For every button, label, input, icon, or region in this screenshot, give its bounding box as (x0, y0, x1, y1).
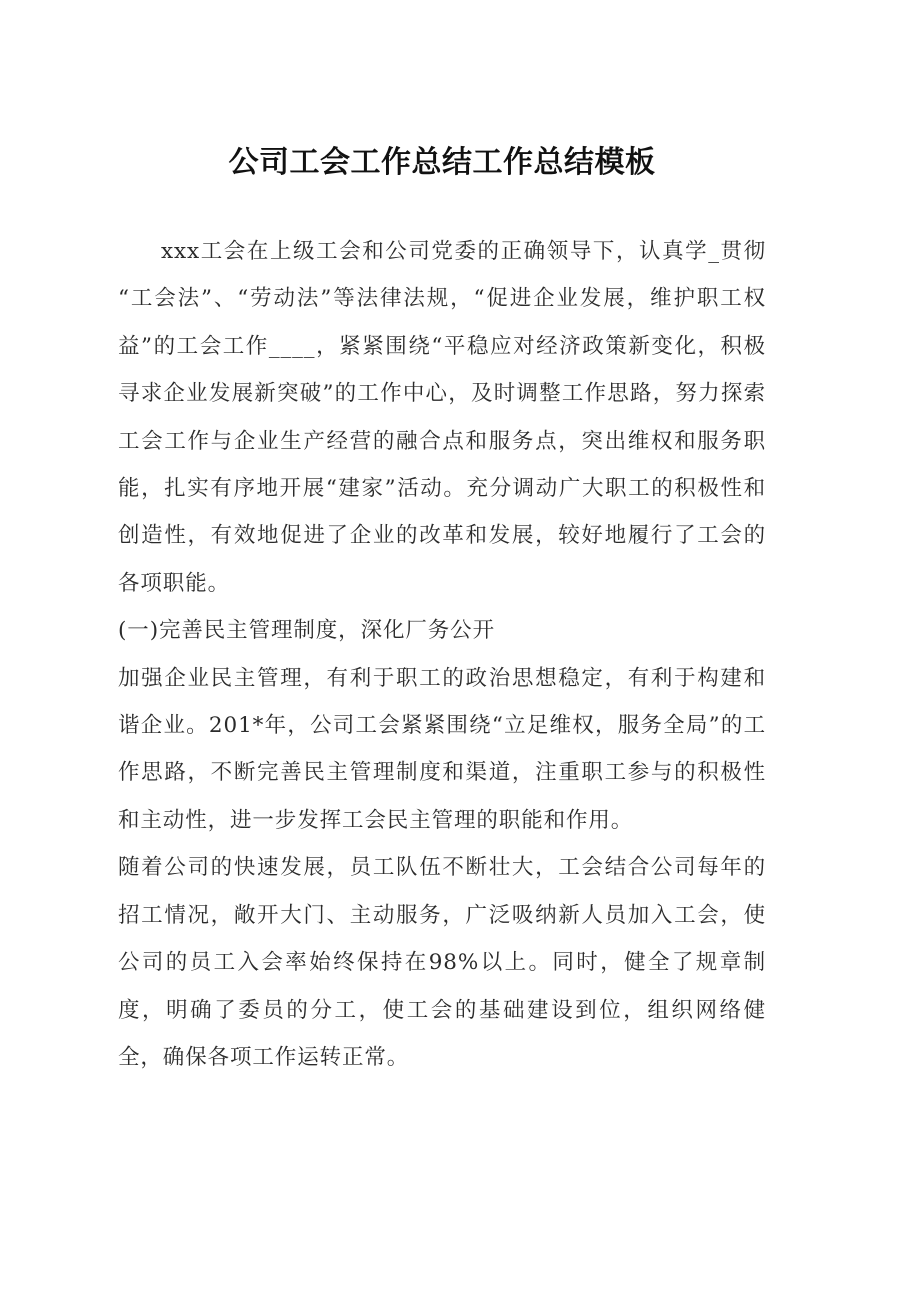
paragraph-democratic-management: 加强企业民主管理，有利于职工的政治思想稳定，有利于构建和谐企业。201*年，公司工会紧紧围绕“立足维权，服务全局”的工作思路，不断完善民主管理制度和渠道，注重职工参与的积极性和主动性，进一步发挥工会民主管理的职能和作用。 (118, 665, 766, 833)
page-title: 公司工会工作总结工作总结模板 (228, 145, 656, 180)
paragraph-membership-growth: 随着公司的快速发展，员工队伍不断壮大，工会结合公司每年的招工情况，敞开大门、主动服务，广泛吸纳新人员加入工会，使公司的员工入会率始终保持在98%以上。同时，健全了规章制度，明确了委员的分工，使工会的基础建设到位，组织网络健全，确保各项工作运转正常。 (118, 855, 766, 1070)
section-heading-1: (一)完善民主管理制度，深化厂务公开 (118, 618, 495, 644)
paragraph-intro: xxx工会在上级工会和公司党委的正确领导下，认真学_贯彻“工会法”、“劳动法”等法律法规，“促进企业发展，维护职工权益”的工会工作____，紧紧围绕“平稳应对经济政策新变化，积极寻求企业发展新突破”的工作中心，及时调整工作思路，努力探索工会工作与企业生产经营的融合点和服务点，突出维权和服务职能，扎实有序地开展“建家”活动。充分调动广大职工的积极性和创造性，有效地促进了企业的改革和发展，较好地履行了工会的各项职能。 (118, 239, 766, 596)
document-body (118, 0, 766, 1081)
